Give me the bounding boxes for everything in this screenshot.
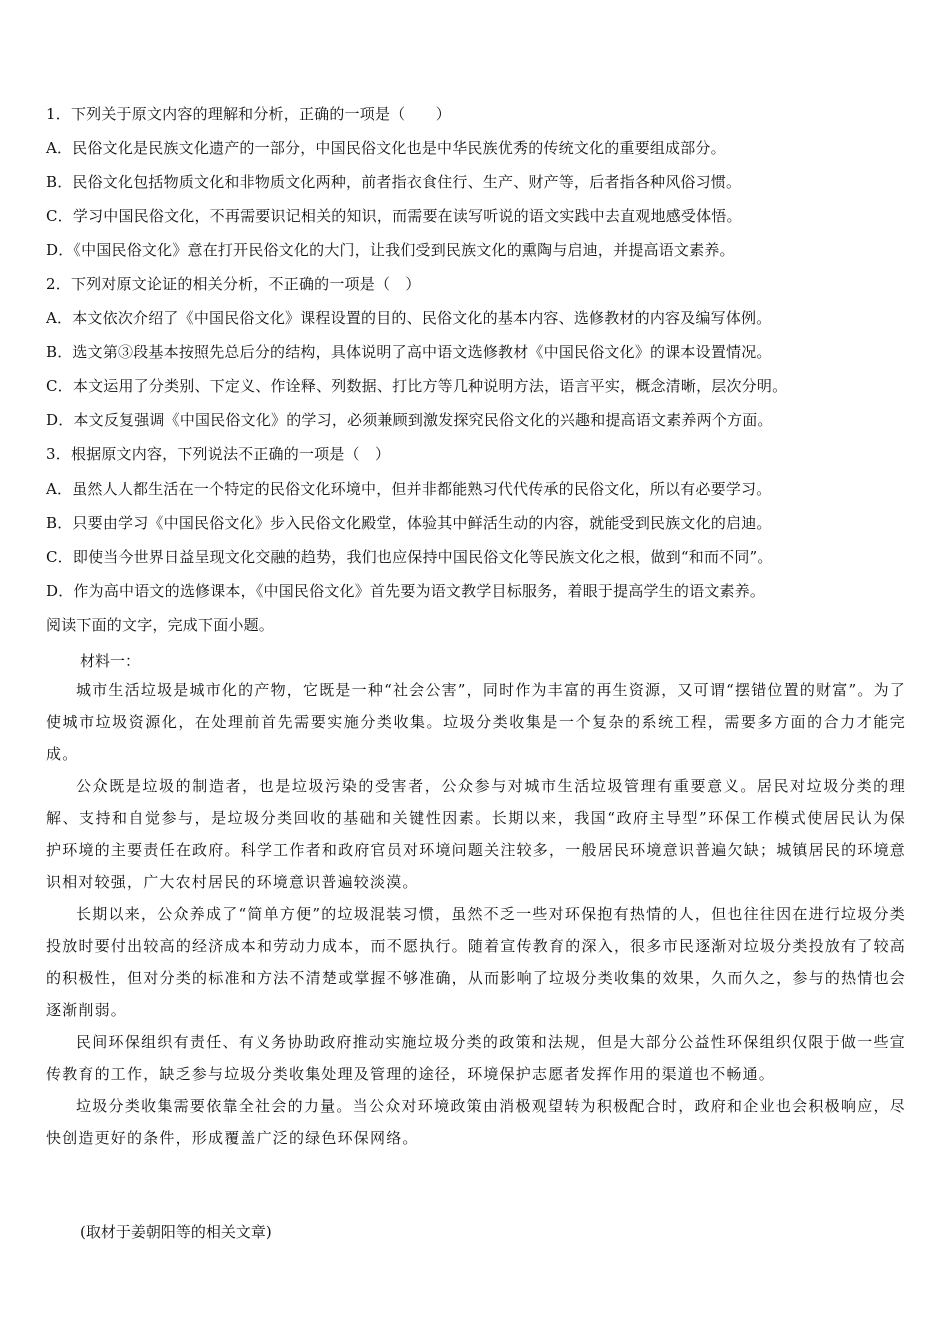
material-title: 材料一：: [80, 652, 141, 670]
question-2-stem: 2．下列对原文论证的相关分析，不正确的一项是（ ）: [46, 275, 421, 293]
material-passage: [46, 674, 906, 1154]
question-2-option-b: B．选文第③段基本按照先总后分的结构，具体说明了高中语文选修教材《中国民俗文化》的课本设置情况。: [46, 343, 772, 361]
question-2-option-d: D．本文反复强调《中国民俗文化》的学习，必须兼顾到激发探究民俗文化的兴趣和提高语文素养两个方面。: [46, 411, 773, 429]
question-1-option-b: B．民俗文化包括物质文化和非物质文化两种，前者指衣食住行、生产、财产等，后者指各种风俗习惯。: [46, 173, 742, 191]
material-paragraph: 长期以来，公众养成了“简单方便”的垃圾混装习惯，虽然不乏一些对环保抱有热情的人，但也往往因在进行垃圾分类投放时要付出较高的经济成本和劳动力成本，而不愿执行。随着宣传教育的深入，很多市民逐渐对垃圾分类投放有了较高的积极性，但对分类的标准和方法不清楚或掌握不够准确，从而影响了垃圾分类收集的效果，久而久之，参与的热情也会逐渐削弱。: [46, 905, 906, 1019]
question-1-option-c: C．学习中国民俗文化，不再需要识记相关的知识，而需要在读写听说的语文实践中去直观地感受体悟。: [46, 207, 742, 225]
question-3-option-d: D．作为高中语文的选修课本，《中国民俗文化》首先要为语文教学目标服务，着眼于提高学生的语文素养。: [46, 582, 766, 600]
question-2-option-a: A．本文依次介绍了《中国民俗文化》课程设置的目的、民俗文化的基本内容、选修教材的内容及编写体例。: [46, 309, 772, 327]
question-2-option-c: C．本文运用了分类别、下定义、作诠释、列数据、打比方等几种说明方法，语言平实，概念清晰，层次分明。: [46, 377, 788, 395]
question-3-option-b: B．只要由学习《中国民俗文化》步入民俗文化殿堂，体验其中鲜活生动的内容，就能受到民族文化的启迪。: [46, 514, 772, 532]
question-1-option-a: A．民俗文化是民族文化遗产的一部分，中国民俗文化也是中华民族优秀的传统文化的重要组成部分。: [46, 139, 726, 157]
reading-instruction: 阅读下面的文字，完成下面小题。: [46, 616, 275, 634]
material-paragraph: 民间环保组织有责任、有义务协助政府推动实施垃圾分类的政策和法规，但是大部分公益性环保组织仅限于做一些宣传教育的工作，缺乏参与垃圾分类收集处理及管理的途径，环境保护志愿者发挥作用的渠道也不畅通。: [46, 1033, 906, 1083]
question-1-stem: 1．下列关于原文内容的理解和分析，正确的一项是（ ）: [46, 105, 451, 123]
question-3-stem: 3．根据原文内容，下列说法不正确的一项是（ ）: [46, 445, 391, 463]
question-3-option-c: C．即使当今世界日益呈现文化交融的趋势，我们也应保持中国民俗文化等民族文化之根，做到“和而不同”。: [46, 548, 773, 566]
material-source: (取材于姜朝阳等的相关文章): [80, 1223, 272, 1241]
material-paragraph: 公众既是垃圾的制造者，也是垃圾污染的受害者，公众参与对城市生活垃圾管理有重要意义。居民对垃圾分类的理解、支持和自觉参与，是垃圾分类回收的基础和关键性因素。长期以来，我国“政府主导型”环保工作模式使居民认为保护环境的主要责任在政府。科学工作者和政府官员对环境问题关注较多，一般居民环境意识普遍欠缺；城镇居民的环境意识相对较强，广大农村居民的环境意识普遍较淡漠。: [46, 777, 906, 891]
material-paragraph: 垃圾分类收集需要依靠全社会的力量。当公众对环境政策由消极观望转为积极配合时，政府和企业也会积极响应，尽快创造更好的条件，形成覆盖广泛的绿色环保网络。: [46, 1097, 906, 1147]
material-paragraph: 城市生活垃圾是城市化的产物，它既是一种“社会公害”，同时作为丰富的再生资源，又可谓“摆错位置的财富”。为了使城市垃圾资源化，在处理前首先需要实施分类收集。垃圾分类收集是一个复杂的系统工程，需要多方面的合力才能完成。: [46, 681, 906, 763]
question-3-option-a: A．虽然人人都生活在一个特定的民俗文化环境中，但并非都能熟习代代传承的民俗文化，所以有必要学习。: [46, 480, 772, 498]
question-1-option-d: D．《中国民俗文化》意在打开民俗文化的大门，让我们受到民族文化的熏陶与启迪，并提高语文素养。: [46, 241, 735, 259]
